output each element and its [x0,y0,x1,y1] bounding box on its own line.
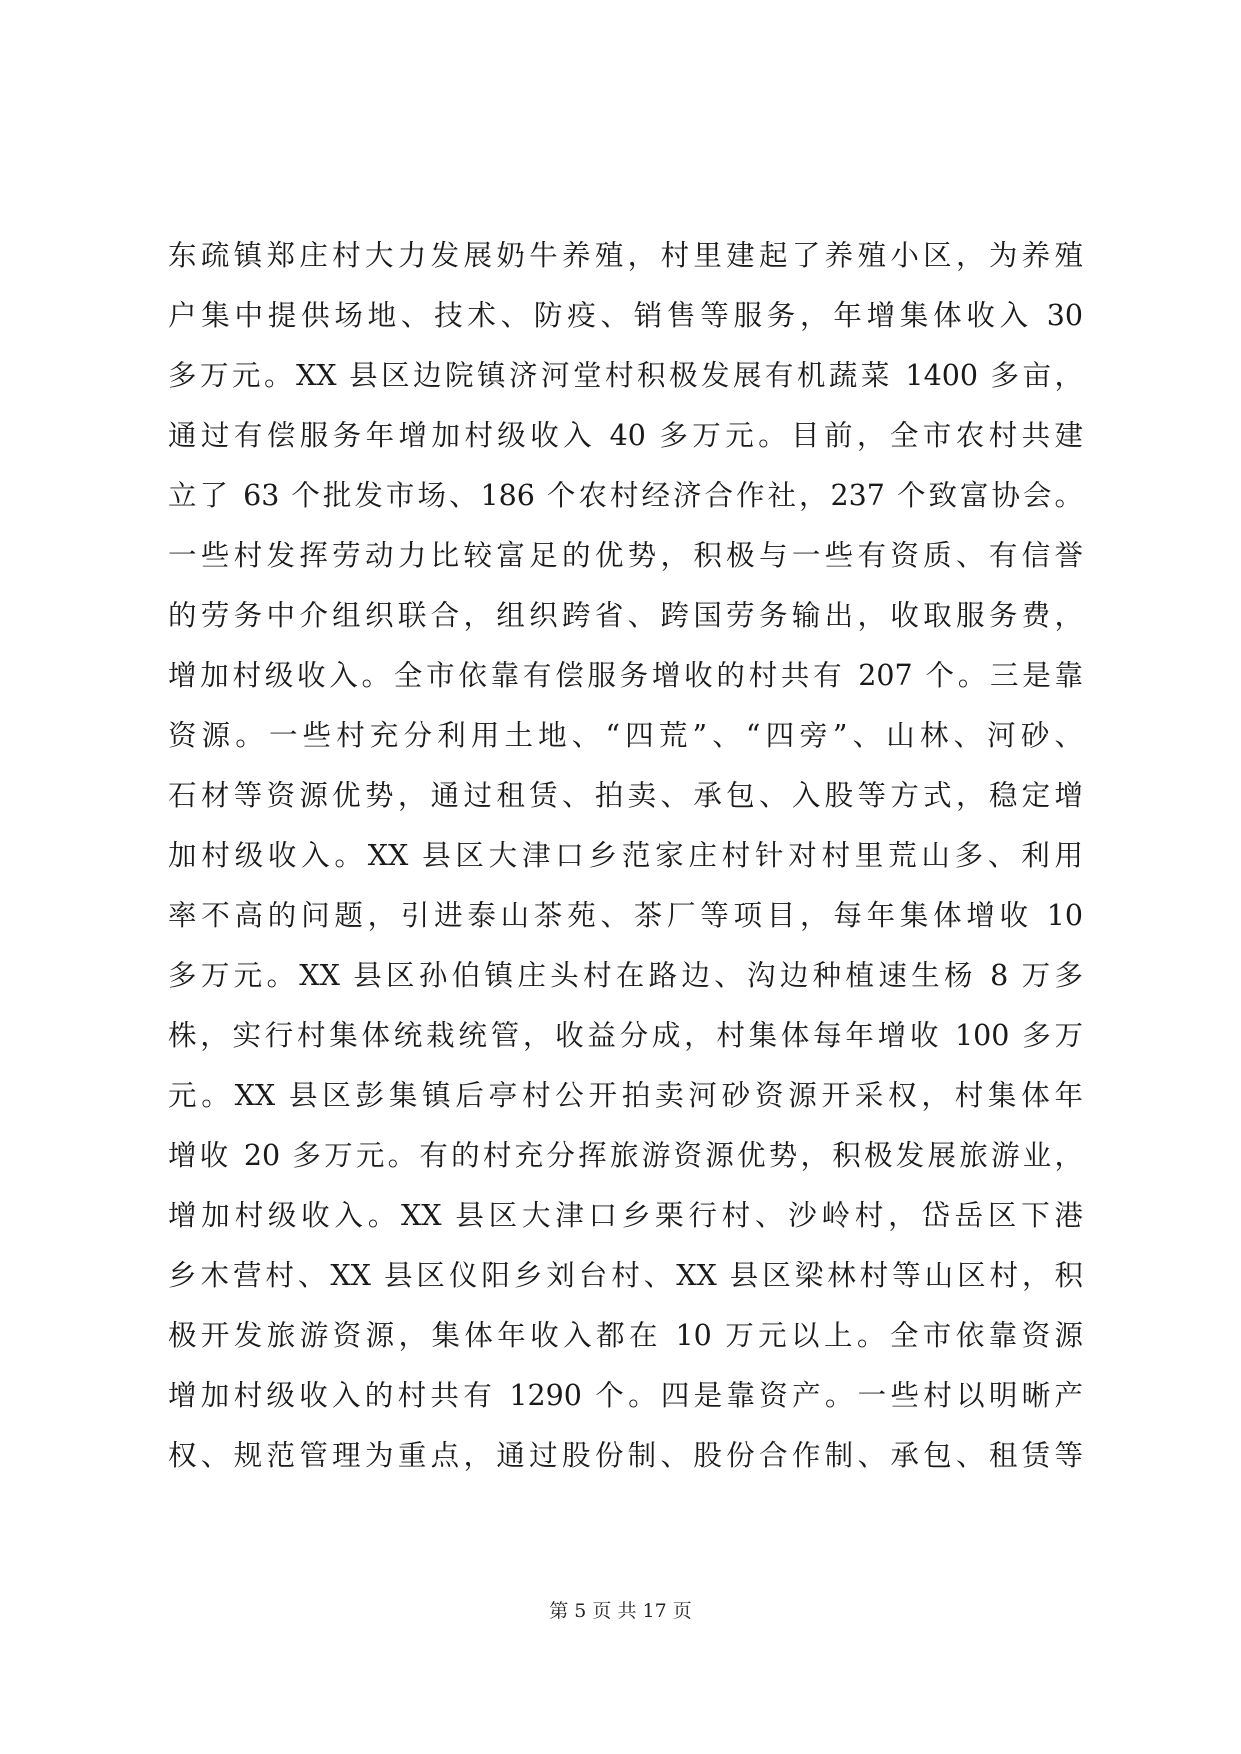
text-line: 的劳务中介组织联合，组织跨省、跨国劳务输出，收取服务费， [168,599,1083,632]
text-line: 权、规范管理为重点，通过股份制、股份合作制、承包、租赁等 [168,1439,1083,1472]
text-line: 元。XX 县区彭集镇后亭村公开拍卖河砂资源开采权，村集体年 [168,1079,1083,1112]
body-paragraph [168,226,1083,1486]
text-line: 增加村级收入。XX 县区大津口乡栗行村、沙岭村，岱岳区下港 [168,1199,1083,1232]
text-line: 东疏镇郑庄村大力发展奶牛养殖，村里建起了养殖小区，为养殖 [168,239,1083,272]
text-line: 石材等资源优势，通过租赁、拍卖、承包、入股等方式，稳定增 [168,779,1083,812]
text-line: 增收 20 多万元。有的村充分挥旅游资源优势，积极发展旅游业， [168,1139,1083,1172]
text-line: 率不高的问题，引进泰山茶苑、茶厂等项目，每年集体增收 10 [168,899,1083,932]
text-line: 多万元。XX 县区孙伯镇庄头村在路边、沟边种植速生杨 8 万多 [168,959,1083,992]
text-line: 乡木营村、XX 县区仪阳乡刘台村、XX 县区梁林村等山区村，积 [168,1259,1083,1292]
text-line: 增加村级收入的村共有 1290 个。四是靠资产。一些村以明晰产 [168,1379,1083,1412]
text-line: 立了 63 个批发市场、186 个农村经济合作社，237 个致富协会。 [168,479,1083,512]
text-line: 加村级收入。XX 县区大津口乡范家庄村针对村里荒山多、利用 [168,839,1083,872]
text-line: 资源。一些村充分利用土地、“四荒”、“四旁”、山林、河砂、 [168,719,1083,752]
text-line: 极开发旅游资源，集体年收入都在 10 万元以上。全市依靠资源 [168,1319,1083,1352]
text-line: 株，实行村集体统栽统管，收益分成，村集体每年增收 100 多万 [168,1019,1083,1052]
page-number-footer: 第 5 页 共 17 页 [549,1600,692,1622]
text-line: 通过有偿服务年增加村级收入 40 多万元。目前，全市农村共建 [168,419,1083,452]
text-line: 增加村级收入。全市依靠有偿服务增收的村共有 207 个。三是靠 [168,659,1083,692]
text-line: 户集中提供场地、技术、防疫、销售等服务，年增集体收入 30 [168,299,1083,332]
text-line: 一些村发挥劳动力比较富足的优势，积极与一些有资质、有信誉 [168,539,1083,572]
text-line: 多万元。XX 县区边院镇济河堂村积极发展有机蔬菜 1400 多亩， [168,359,1083,392]
